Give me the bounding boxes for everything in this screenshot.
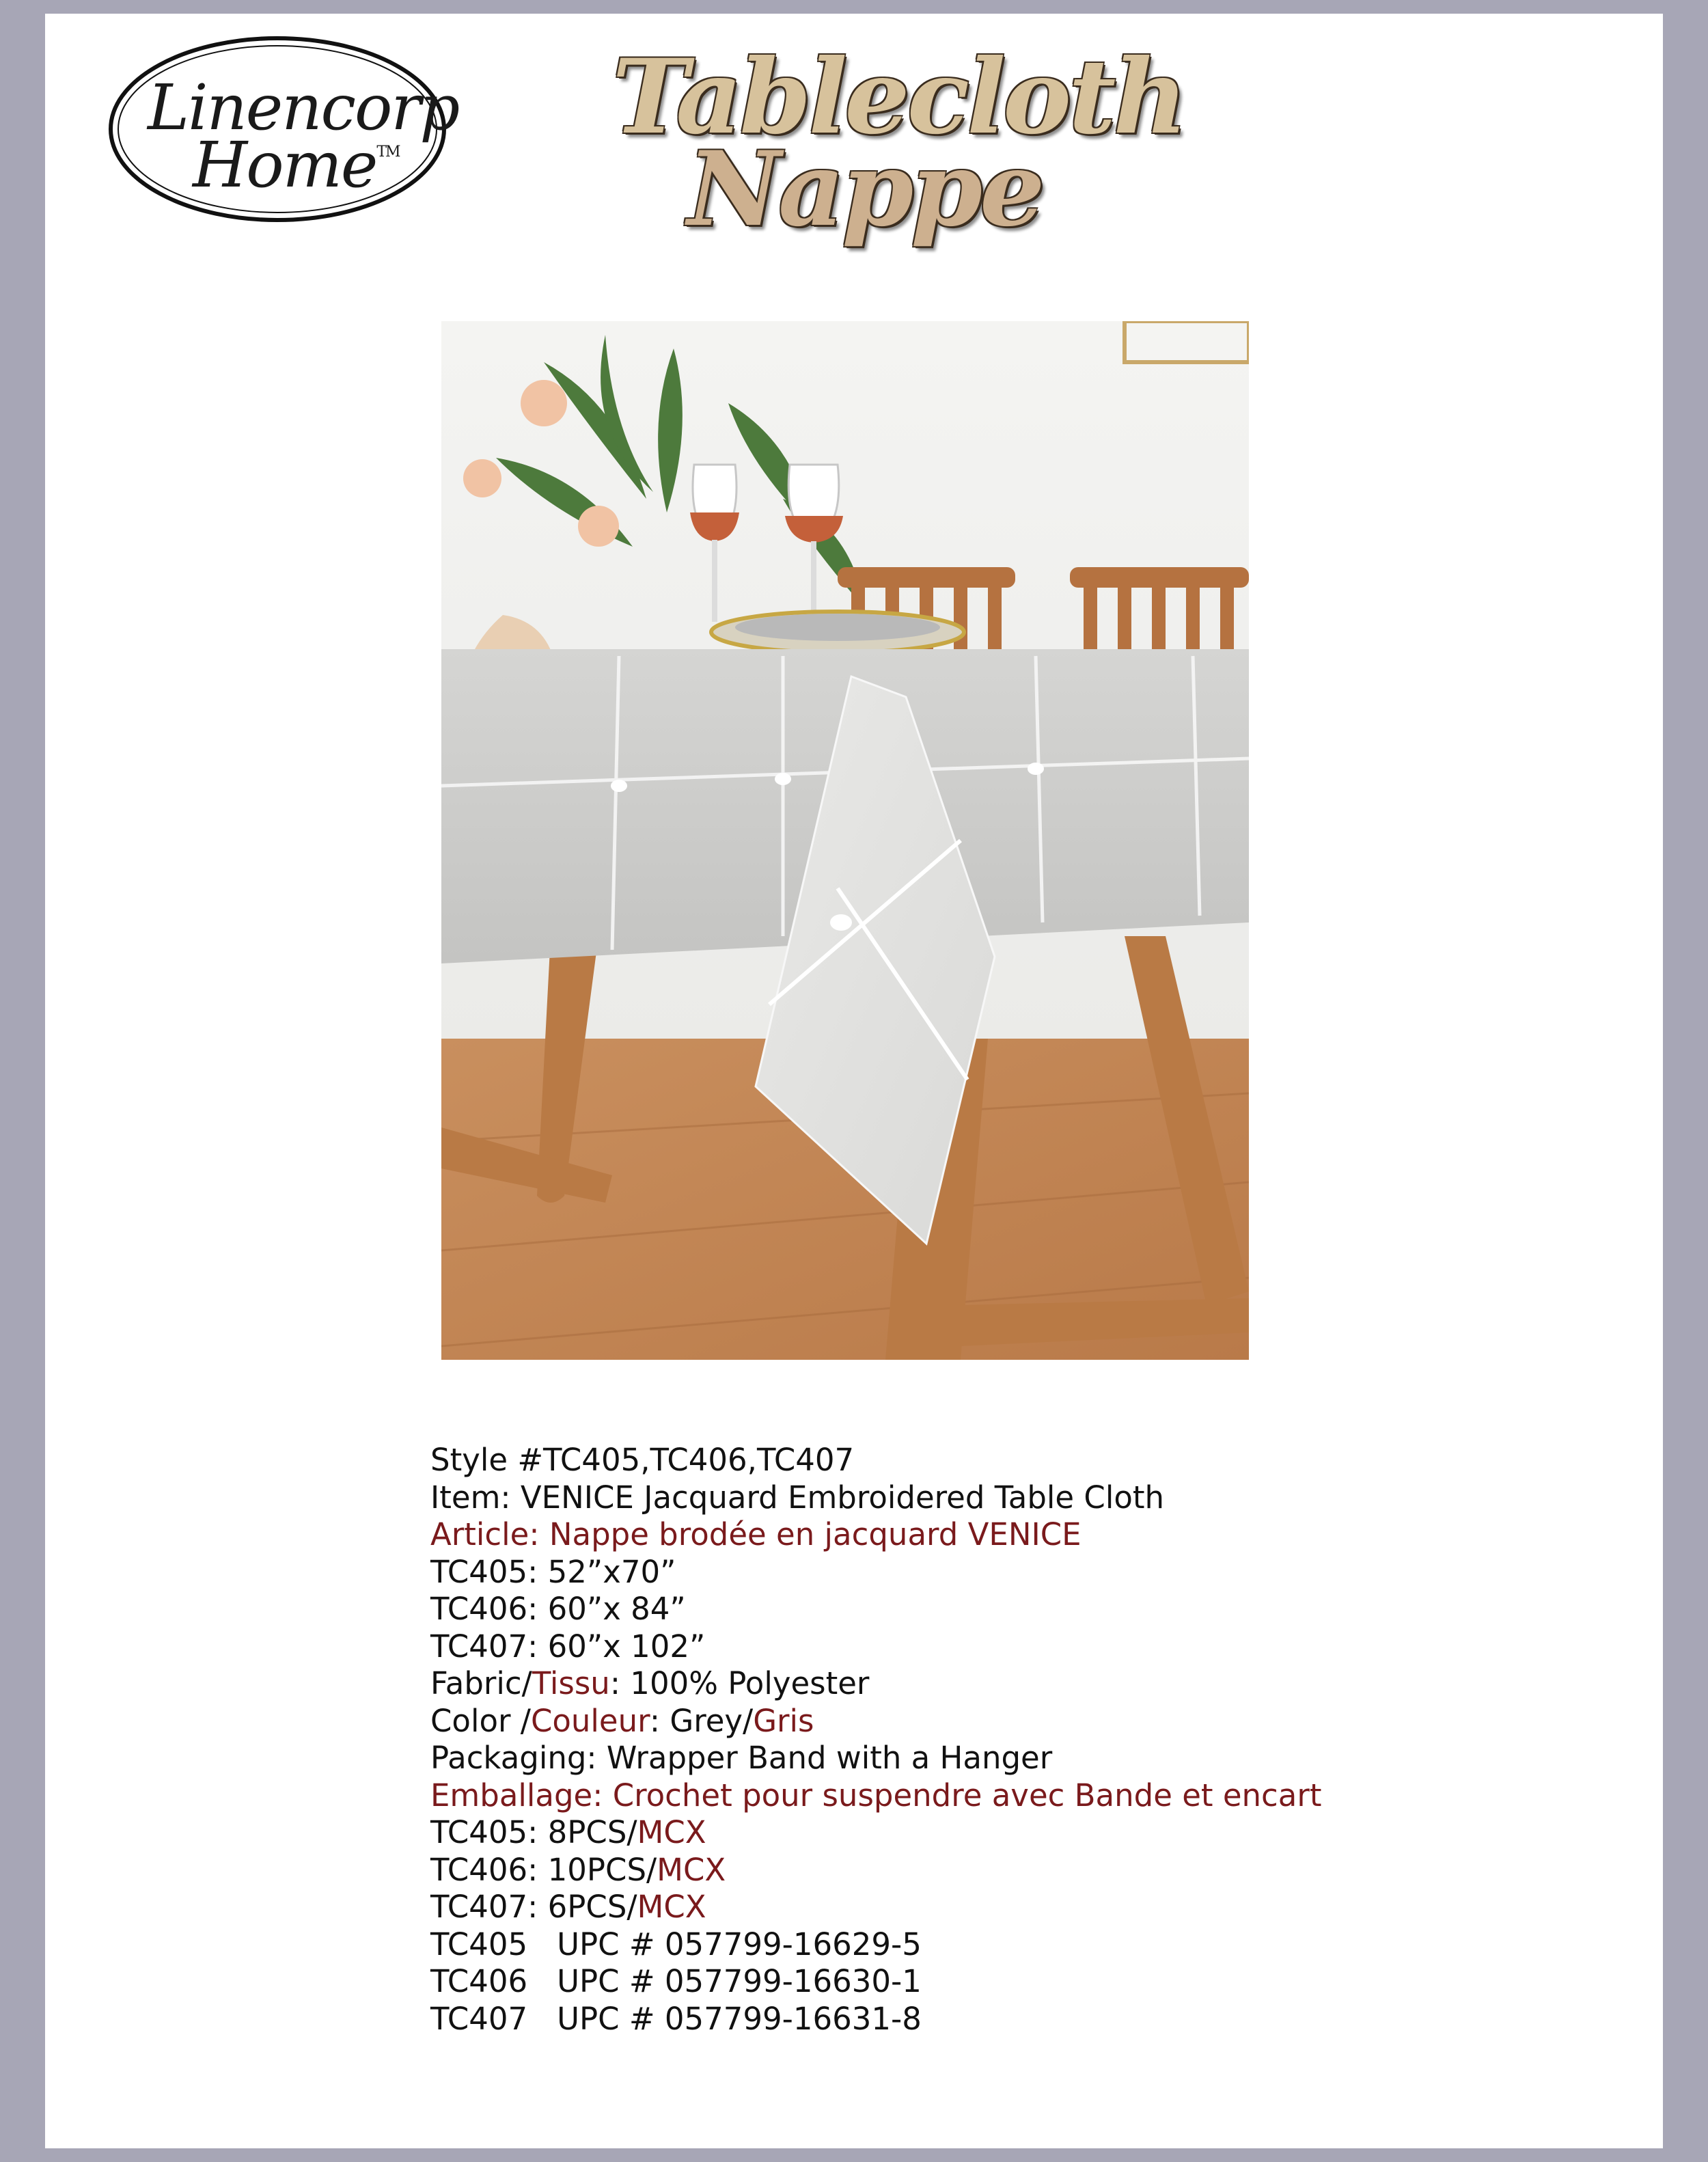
pack-tc405-label: TC405: 8PCS/ bbox=[430, 1814, 637, 1850]
spec-size-tc407: TC407: 60”x 102” bbox=[430, 1628, 706, 1665]
spec-upc-tc405: TC405 UPC # 057799-16629-5 bbox=[430, 1926, 922, 1962]
spec-pack-tc407 bbox=[430, 1889, 1524, 1926]
logo-trademark: TM bbox=[376, 143, 400, 161]
pack-tc407-mcx: MCX bbox=[637, 1889, 706, 1925]
spec-fabric bbox=[430, 1665, 1524, 1703]
product-specs bbox=[430, 1442, 1524, 2038]
title-english: Tablecloth bbox=[612, 37, 1185, 157]
pack-tc405-mcx: MCX bbox=[637, 1814, 706, 1850]
fabric-label: Fabric/ bbox=[430, 1665, 532, 1701]
color-label: Color / bbox=[430, 1702, 531, 1739]
fabric-value: : 100% Polyester bbox=[609, 1665, 870, 1701]
color-value: : Grey/ bbox=[649, 1702, 754, 1739]
spec-packaging: Packaging: Wrapper Band with a Hanger bbox=[430, 1740, 1053, 1776]
page-title bbox=[612, 30, 1185, 249]
product-photo bbox=[441, 321, 1249, 1360]
spec-article: Article: Nappe brodée en jacquard VENICE bbox=[430, 1516, 1082, 1552]
logo-home: Home bbox=[193, 128, 377, 202]
logo-line-2 bbox=[193, 128, 400, 202]
spec-size-tc405: TC405: 52”x70” bbox=[430, 1553, 676, 1590]
spec-upc-tc407: TC407 UPC # 057799-16631-8 bbox=[430, 2000, 922, 2037]
spec-upc-tc406: TC406 UPC # 057799-16630-1 bbox=[430, 1963, 922, 1999]
fabric-label-fr: Tissu bbox=[532, 1665, 610, 1701]
spec-pack-tc405 bbox=[430, 1814, 1524, 1852]
title-french: Nappe bbox=[687, 129, 1043, 249]
spec-pack-tc406 bbox=[430, 1852, 1524, 1889]
spec-style: Style #TC405,TC406,TC407 bbox=[430, 1442, 855, 1478]
spec-color bbox=[430, 1703, 1524, 1740]
pack-tc407-label: TC407: 6PCS/ bbox=[430, 1889, 637, 1925]
product-sheet bbox=[45, 14, 1663, 2148]
color-label-fr: Couleur bbox=[530, 1702, 650, 1739]
pack-tc406-mcx: MCX bbox=[657, 1851, 726, 1888]
brand-logo bbox=[105, 33, 459, 225]
spec-emballage: Emballage: Crochet pour suspendre avec Bande et encart bbox=[430, 1777, 1322, 1814]
pack-tc406-label: TC406: 10PCS/ bbox=[430, 1851, 657, 1888]
color-value-fr: Gris bbox=[753, 1702, 814, 1739]
spec-size-tc406: TC406: 60”x 84” bbox=[430, 1591, 686, 1627]
logo-line-1: Linencorp bbox=[148, 71, 459, 144]
spec-item: Item: VENICE Jacquard Embroidered Table Cloth bbox=[430, 1479, 1165, 1516]
